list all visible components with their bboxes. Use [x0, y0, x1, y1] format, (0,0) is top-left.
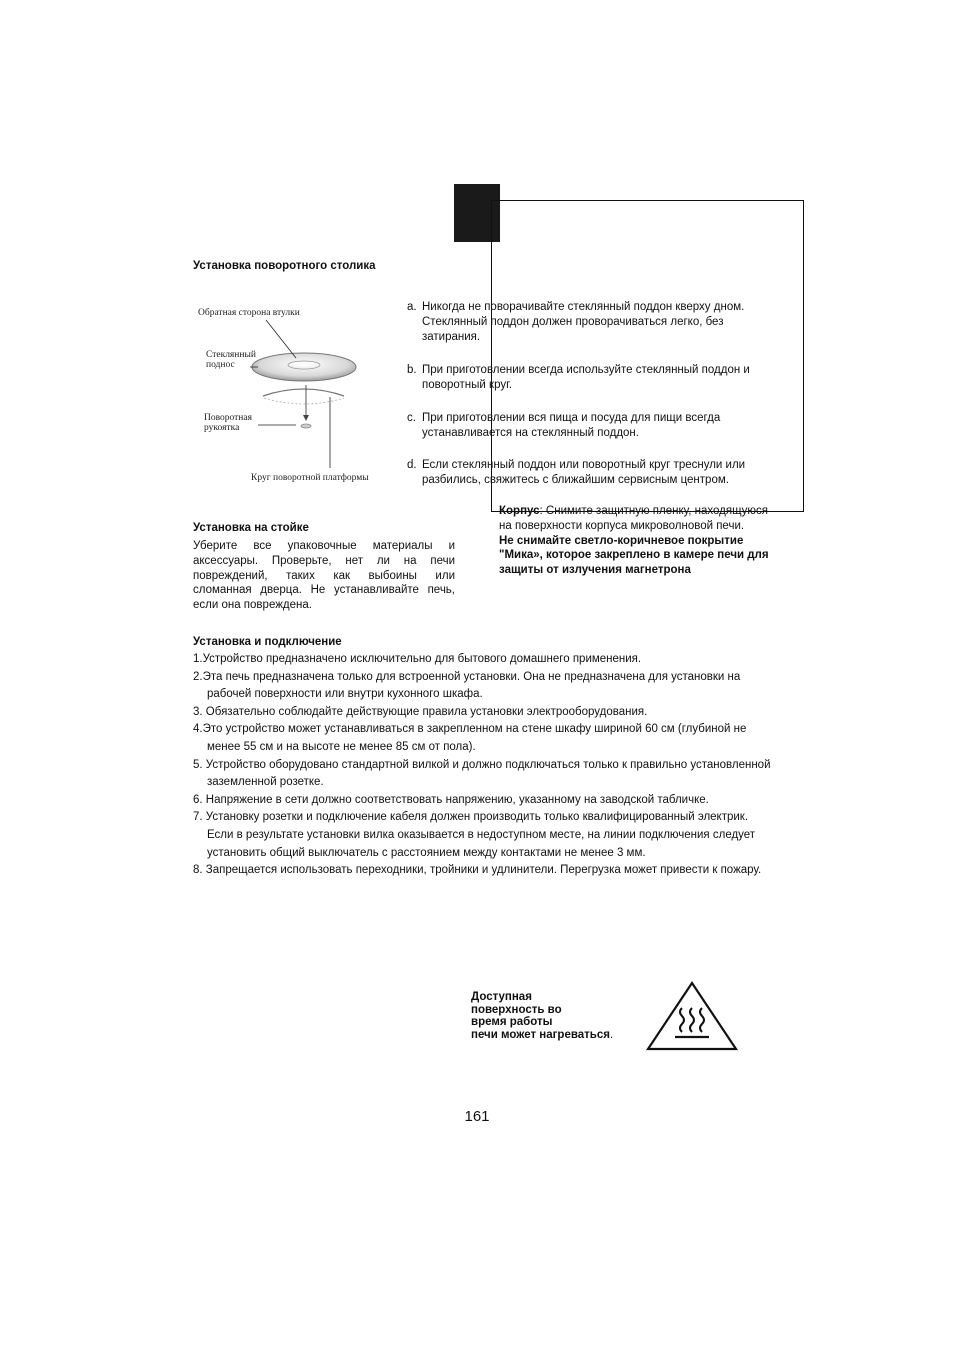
cabinet-note — [499, 504, 769, 578]
cabinet-note-warning: Не снимайте светло-коричневое покрытие "Мика», которое закреплено в камере печи для защиты от излучения магнетрона — [499, 534, 769, 577]
list-item: 1.Устройство предназначено исключительно для бытового домашнего применения. — [193, 653, 642, 665]
turntable-item-d: d. Если стеклянный поддон или поворотный круг треснули или разбились, свяжитесь с ближайшим сервисным центром. — [407, 459, 746, 486]
turntable-heading: Установка поворотного столика — [193, 260, 376, 272]
cabinet-note-text: : Снимите защитную пленку, находящуюся на поверхности корпуса микроволновой печи. — [499, 505, 769, 532]
list-item: 6. Напряжение в сети должно соответствовать напряжению, указанному на заводской табличке. — [193, 793, 709, 806]
hot-surface-text: Доступная поверхность во время работы печи может нагреваться. — [471, 991, 614, 1041]
turntable-diagram — [196, 300, 396, 490]
cabinet-note-label: Корпус — [499, 505, 540, 517]
hot-surface-warning-icon — [645, 980, 739, 1052]
label-roller: Поворотная рукоятка — [204, 413, 252, 433]
turntable-drawing — [196, 300, 396, 490]
stand-text: Уберите все упаковочные материалы и аксессуары. Проверьте, нет ли на печи повреждений, таких как выбоины или сломанная дверца. Не устанавливайте печь, если она повреждена. — [193, 540, 455, 612]
roller-coupling-icon — [301, 424, 311, 428]
list-item: 3. Обязательно соблюдайте действующие правила установки электрооборудования. — [193, 705, 648, 718]
label-ring: Круг поворотной платформы — [251, 473, 369, 483]
rotating-ring-icon — [263, 389, 344, 396]
glass-tray-icon — [252, 353, 356, 381]
turntable-item-b: b. При приготовлении всегда используйте стеклянный поддон и поворотный круг. — [407, 364, 750, 391]
list-item: 2.Эта печь предназначена только для встроенной установки. Она не предназначена для установки на рабочей поверхности или внутри кухонного шкафа. — [193, 670, 741, 701]
turntable-item-a: a. Никогда не поворачивайте стеклянный поддон кверху дном. Стеклянный поддон должен проворачиваться легко, без затирания. — [407, 301, 745, 343]
list-item: 4.Это устройство может устанавливаться в закрепленном на стене шкафу шириной 60 см (глубиной не менее 55 см и на высоте не менее 85 см от пола). — [193, 723, 747, 753]
label-tray: Стеклянный поднос — [206, 350, 256, 370]
label-hub: Обратная сторона втулки — [198, 308, 300, 318]
turntable-item-c: c. При приготовлении вся пища и посуда для пищи всегда устанавливается на стеклянный поддон. — [407, 412, 721, 439]
installation-heading: Установка и подключение — [193, 636, 342, 648]
stand-heading: Установка на стойке — [193, 522, 309, 534]
list-item: 7. Установку розетки и подключение кабеля должен производить только квалифицированный электрик. Если в результате установки вилка оказывается в недоступном месте, на линии подключения следует установить общий выключатель с расстоянием между контактами не менее 3 мм. — [193, 811, 756, 859]
list-item: 5. Устройство оборудовано стандартной вилкой и должно подключаться только к правильно установленной заземленной розетке. — [193, 758, 771, 789]
installation-list — [193, 651, 773, 880]
list-item: 8. Запрещается использовать переходники, тройники и удлинители. Перегрузка может привести к пожару. — [193, 864, 762, 877]
page-number: 161 — [464, 1108, 490, 1125]
